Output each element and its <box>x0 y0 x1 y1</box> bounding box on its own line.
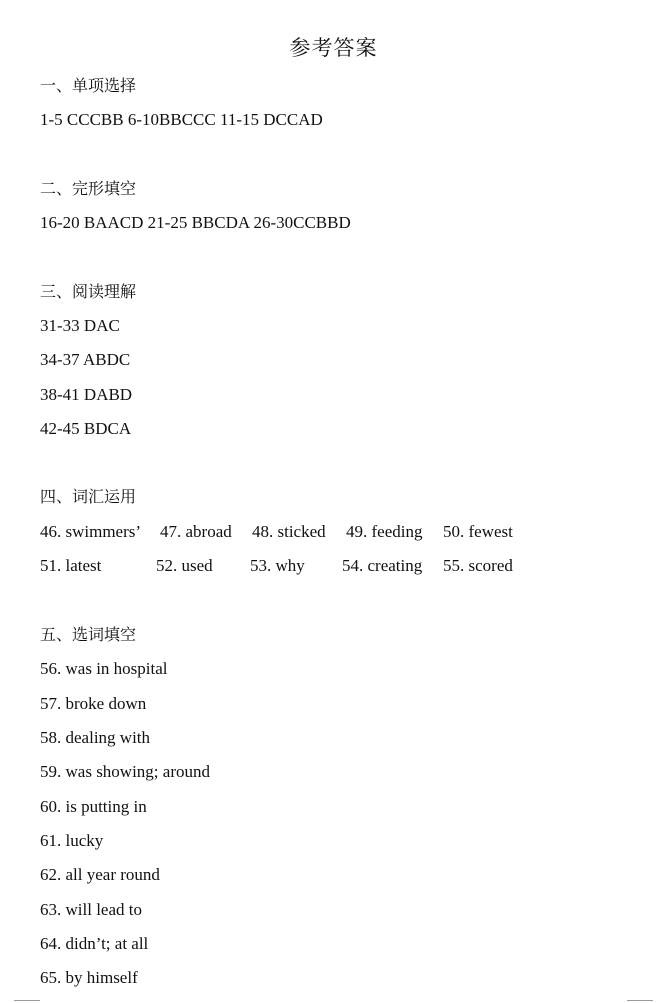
vocab-answer: 46. swimmers’ <box>40 522 142 541</box>
answer-line: 38-41 DABD <box>40 385 133 404</box>
vocab-answer: 54. creating <box>342 556 423 575</box>
vocab-answer: 55. scored <box>443 556 513 575</box>
answer-line: 31-33 DAC <box>40 316 120 335</box>
vocab-answer: 48. sticked <box>252 522 326 541</box>
vocab-answer: 51. latest <box>40 556 102 575</box>
answer-line: 63. will lead to <box>40 900 142 919</box>
answer-line: 60. is putting in <box>40 797 147 816</box>
answer-line: 42-45 BDCA <box>40 419 132 438</box>
vocab-answer: 50. fewest <box>443 522 513 541</box>
section-heading-single-choice: 一、单项选择 <box>40 76 137 95</box>
answer-line: 1-5 CCCBB 6-10BBCCC 11-15 DCCAD <box>40 110 323 129</box>
answer-line: 64. didn’t; at all <box>40 934 149 953</box>
answer-line: 61. lucky <box>40 831 104 850</box>
answer-line: 62. all year round <box>40 865 160 884</box>
vocab-answer: 49. feeding <box>346 522 423 541</box>
section-heading-vocabulary: 四、词汇运用 <box>40 487 137 506</box>
page-title: 参考答案 <box>289 36 378 60</box>
answer-line: 59. was showing; around <box>40 762 210 781</box>
answer-line: 65. by himself <box>40 968 138 987</box>
vocab-answer: 53. why <box>250 556 305 575</box>
answer-line: 16-20 BAACD 21-25 BBCDA 26-30CCBBD <box>40 213 351 232</box>
answer-line: 57. broke down <box>40 694 147 713</box>
vocab-answer: 52. used <box>156 556 213 575</box>
vocab-answer: 47. abroad <box>160 522 232 541</box>
answer-line: 58. dealing with <box>40 728 151 747</box>
answer-line: 34-37 ABDC <box>40 350 131 369</box>
section-heading-cloze: 二、完形填空 <box>40 179 137 198</box>
answer-line: 56. was in hospital <box>40 659 168 678</box>
section-heading-word-fill: 五、选词填空 <box>40 625 137 644</box>
section-heading-reading: 三、阅读理解 <box>40 282 137 301</box>
page-corner-mark-left <box>14 1000 40 1001</box>
page-corner-mark-right <box>627 1000 653 1001</box>
